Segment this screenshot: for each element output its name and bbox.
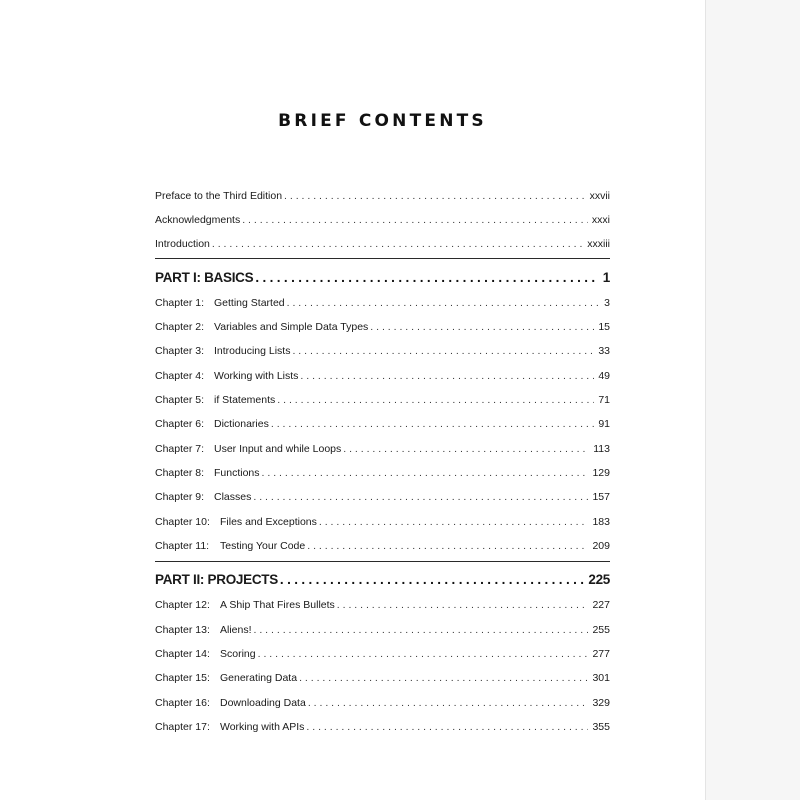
dot-leader [254,622,589,638]
toc-entry-label: Preface to the Third Edition [155,190,283,202]
chapter-title: Variables and Simple Data Types [214,321,369,333]
chapter-number: Chapter 3: [155,345,205,357]
page-title: BRIEF CONTENTS [278,111,487,131]
chapter-title: Downloading Data [220,697,306,709]
chapter-number: Chapter 7: [155,443,205,455]
toc-chapter-12[interactable] [155,597,610,613]
toc-entry-page: xxxi [591,214,610,226]
toc-entry-introduction[interactable] [155,236,610,252]
chapter-page: 71 [598,394,610,406]
toc-chapter-4[interactable] [155,368,610,384]
chapter-title: User Input and while Loops [214,443,342,455]
dot-leader [242,212,588,228]
chapter-page: 113 [593,443,610,455]
chapter-page: 3 [604,297,610,309]
chapter-number: Chapter 4: [155,370,205,382]
chapter-number: Chapter 2: [155,321,205,333]
toc-chapter-9[interactable] [155,489,610,505]
dot-leader [280,571,584,589]
chapter-number: Chapter 16: [155,697,210,709]
chapter-number: Chapter 1: [155,297,205,309]
chapter-number: Chapter 13: [155,624,210,636]
dot-leader [319,514,589,530]
chapter-page: 15 [598,321,610,333]
part-page: 1 [602,270,610,285]
toc-chapter-13[interactable] [155,622,610,638]
chapter-title: Introducing Lists [214,345,291,357]
dot-leader [271,416,594,432]
chapter-page: 277 [592,648,610,660]
chapter-number: Chapter 14: [155,648,210,660]
toc-chapter-15[interactable] [155,670,610,686]
chapter-number: Chapter 12: [155,599,210,611]
chapter-title: Generating Data [220,672,298,684]
chapter-page: 157 [592,491,610,503]
chapter-title: Testing Your Code [220,540,306,552]
chapter-number: Chapter 5: [155,394,205,406]
toc-chapter-17[interactable] [155,719,610,735]
dot-leader [370,319,594,335]
chapter-title: Dictionaries [214,418,269,430]
toc-entry-acknowledgments[interactable] [155,212,610,228]
chapter-number: Chapter 6: [155,418,205,430]
dot-leader [262,465,589,481]
chapter-title: Working with Lists [214,370,299,382]
dot-leader [308,695,589,711]
toc-chapter-14[interactable] [155,646,610,662]
dot-leader [255,269,598,287]
chapter-number: Chapter 8: [155,467,205,479]
toc-chapter-3[interactable] [155,343,610,359]
dot-leader [212,236,583,252]
dot-leader [306,719,588,735]
part-divider [155,561,610,562]
dot-leader [284,188,586,204]
chapter-number: Chapter 10: [155,516,210,528]
chapter-page: 91 [598,418,610,430]
toc-chapter-2[interactable] [155,319,610,335]
chapter-page: 209 [592,540,610,552]
chapter-number: Chapter 11: [155,540,210,552]
toc-entry-label: Introduction [155,238,210,250]
dot-leader [277,392,594,408]
toc-entry-page: xxvii [589,190,610,202]
dot-leader [292,343,594,359]
dot-leader [300,368,594,384]
chapter-page: 33 [598,345,610,357]
chapter-title: Classes [214,491,252,503]
part-page: 225 [588,572,610,587]
chapter-title: A Ship That Fires Bullets [220,599,335,611]
chapter-number: Chapter 17: [155,721,210,733]
chapter-page: 355 [592,721,610,733]
toc-chapter-16[interactable] [155,695,610,711]
dot-leader [337,597,589,613]
toc-chapter-11[interactable] [155,538,610,554]
chapter-number: Chapter 9: [155,491,205,503]
chapter-page: 329 [592,697,610,709]
chapter-title: Scoring [220,648,256,660]
toc-part-basics[interactable] [155,269,610,287]
chapter-title: Functions [214,467,260,479]
chapter-title: Aliens! [220,624,252,636]
dot-leader [258,646,589,662]
dot-leader [253,489,588,505]
dot-leader [343,441,589,457]
toc-entry-preface[interactable] [155,188,610,204]
part-divider [155,258,610,259]
toc-entry-label: Acknowledgments [155,214,241,226]
chapter-title: Working with APIs [220,721,305,733]
chapter-page: 227 [592,599,610,611]
toc-chapter-7[interactable] [155,441,610,457]
dot-leader [299,670,588,686]
chapter-title: Files and Exceptions [220,516,317,528]
chapter-page: 255 [592,624,610,636]
part-label: PART II: PROJECTS [155,572,278,587]
toc-part-projects[interactable] [155,571,610,589]
dot-leader [287,295,601,311]
toc-entry-page: xxxiii [587,238,610,250]
toc-chapter-1[interactable] [155,295,610,311]
chapter-page: 49 [598,370,610,382]
dot-leader [307,538,588,554]
toc-chapter-10[interactable] [155,514,610,530]
part-label: PART I: BASICS [155,270,254,285]
chapter-page: 301 [592,672,610,684]
chapter-number: Chapter 15: [155,672,210,684]
chapter-page: 183 [592,516,610,528]
toc-chapter-6[interactable] [155,416,610,432]
chapter-title: if Statements [214,394,276,406]
toc-chapter-8[interactable] [155,465,610,481]
chapter-page: 129 [592,467,610,479]
chapter-title: Getting Started [214,297,285,309]
page-margin-shade [706,0,800,800]
toc-chapter-5[interactable] [155,392,610,408]
